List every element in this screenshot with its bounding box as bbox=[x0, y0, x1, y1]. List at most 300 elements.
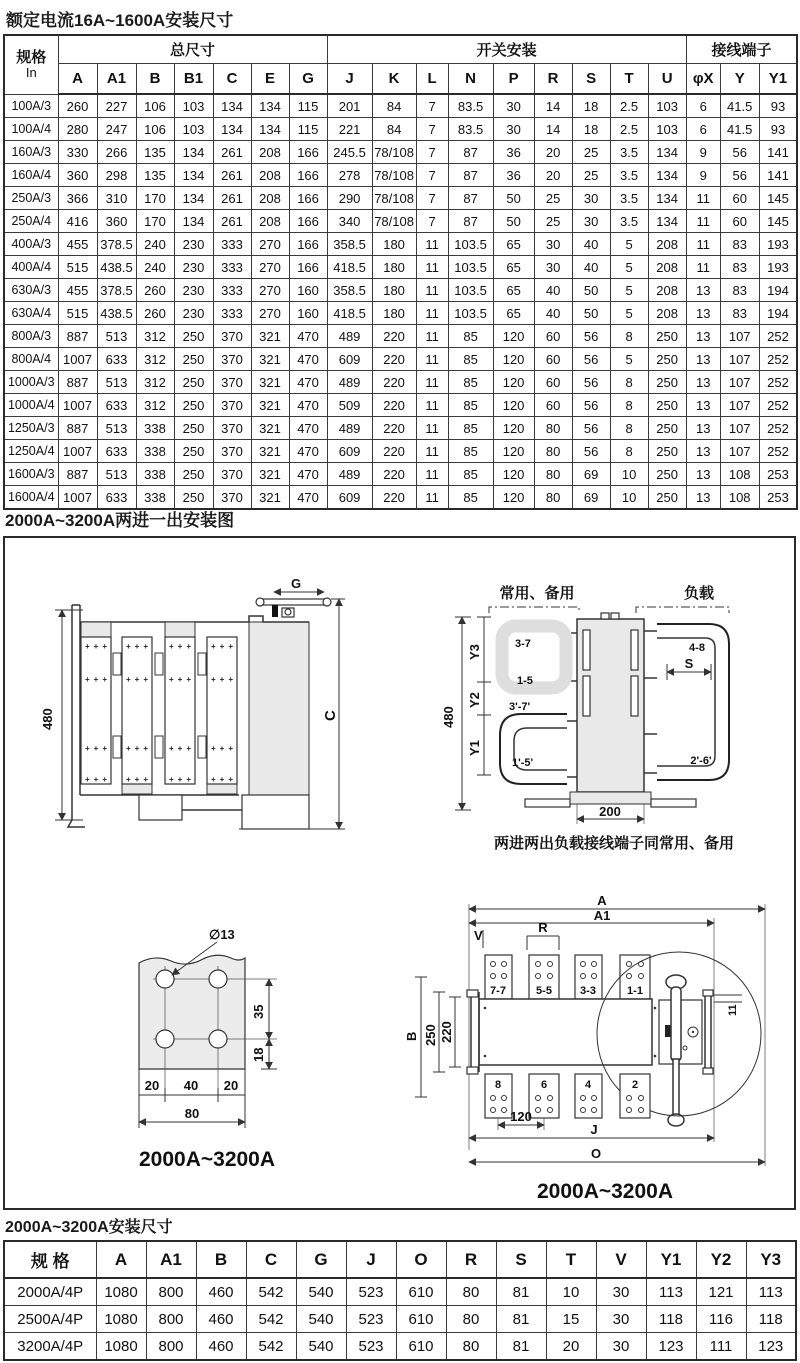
dim-220: 220 bbox=[439, 1021, 454, 1043]
value-cell: 460 bbox=[196, 1306, 246, 1333]
value-cell: 252 bbox=[759, 417, 797, 440]
value-cell: 65 bbox=[493, 279, 534, 302]
value-cell: 107 bbox=[720, 325, 759, 348]
value-cell: 120 bbox=[493, 417, 534, 440]
value-cell: 270 bbox=[251, 279, 289, 302]
value-cell: 118 bbox=[646, 1306, 696, 1333]
value-cell: 11 bbox=[416, 417, 448, 440]
value-cell: 250 bbox=[174, 394, 213, 417]
load-terminals-label: 负载 bbox=[683, 585, 715, 602]
value-cell: 11 bbox=[686, 210, 720, 233]
value-cell: 134 bbox=[174, 141, 213, 164]
value-cell: 260 bbox=[58, 94, 97, 118]
value-cell: 1080 bbox=[96, 1333, 146, 1361]
terminal-plus-marks: +++ bbox=[85, 642, 112, 651]
value-cell: 14 bbox=[534, 94, 572, 118]
value-cell: 40 bbox=[534, 302, 572, 325]
value-cell: 5 bbox=[610, 302, 648, 325]
value-cell: 253 bbox=[759, 463, 797, 486]
value-cell: 65 bbox=[493, 233, 534, 256]
value-cell: 250 bbox=[174, 440, 213, 463]
value-cell: 13 bbox=[686, 417, 720, 440]
value-cell: 5 bbox=[610, 256, 648, 279]
value-cell: 6 bbox=[686, 118, 720, 141]
value-cell: 115 bbox=[289, 118, 327, 141]
value-cell: 141 bbox=[759, 164, 797, 187]
value-cell: 11 bbox=[686, 256, 720, 279]
value-cell: 887 bbox=[58, 463, 97, 486]
value-cell: 208 bbox=[251, 210, 289, 233]
value-cell: 170 bbox=[136, 210, 174, 233]
value-cell: 30 bbox=[493, 118, 534, 141]
value-cell: 470 bbox=[289, 394, 327, 417]
value-cell: 270 bbox=[251, 233, 289, 256]
table2-title: 2000A~3200A安装尺寸 bbox=[5, 1219, 173, 1236]
value-cell: 515 bbox=[58, 256, 97, 279]
value-cell: 633 bbox=[97, 486, 136, 510]
column-header: E bbox=[251, 64, 289, 95]
value-cell: 298 bbox=[97, 164, 136, 187]
value-cell: 60 bbox=[534, 371, 572, 394]
value-cell: 542 bbox=[246, 1306, 296, 1333]
value-cell: 25 bbox=[572, 164, 610, 187]
value-cell: 418.5 bbox=[327, 302, 372, 325]
table-row bbox=[4, 118, 797, 141]
value-cell: 118 bbox=[746, 1306, 796, 1333]
value-cell: 108 bbox=[720, 463, 759, 486]
value-cell: 30 bbox=[534, 233, 572, 256]
pad-8-label: 8 bbox=[494, 1079, 502, 1091]
value-cell: 103 bbox=[648, 118, 686, 141]
value-cell: 250 bbox=[174, 486, 213, 510]
value-cell: 134 bbox=[174, 187, 213, 210]
column-header: B bbox=[136, 64, 174, 95]
value-cell: 523 bbox=[346, 1333, 396, 1361]
value-cell: 3.5 bbox=[610, 164, 648, 187]
column-header: K bbox=[372, 64, 416, 95]
value-cell: 25 bbox=[572, 141, 610, 164]
value-cell: 56 bbox=[572, 417, 610, 440]
value-cell: 340 bbox=[327, 210, 372, 233]
value-cell: 208 bbox=[251, 141, 289, 164]
value-cell: 8 bbox=[610, 325, 648, 348]
value-cell: 60 bbox=[534, 348, 572, 371]
value-cell: 166 bbox=[289, 210, 327, 233]
value-cell: 87 bbox=[448, 141, 493, 164]
value-cell: 11 bbox=[686, 233, 720, 256]
value-cell: 87 bbox=[448, 187, 493, 210]
value-cell: 338 bbox=[136, 440, 174, 463]
value-cell: 609 bbox=[327, 348, 372, 371]
terminal-view-height-dim: 480 bbox=[441, 706, 456, 728]
value-cell: 321 bbox=[251, 463, 289, 486]
value-cell: 25 bbox=[534, 187, 572, 210]
value-cell: 220 bbox=[372, 463, 416, 486]
value-cell: 260 bbox=[136, 302, 174, 325]
value-cell: 7 bbox=[416, 141, 448, 164]
value-cell: 330 bbox=[58, 141, 97, 164]
value-cell: 800 bbox=[146, 1278, 196, 1306]
value-cell: 8 bbox=[610, 440, 648, 463]
value-cell: 208 bbox=[648, 256, 686, 279]
value-cell: 80 bbox=[534, 486, 572, 510]
value-cell: 208 bbox=[648, 233, 686, 256]
dim-200: 200 bbox=[599, 804, 621, 819]
value-cell: 60 bbox=[720, 187, 759, 210]
terminal-plus-marks: +++ bbox=[211, 642, 238, 651]
value-cell: 455 bbox=[58, 233, 97, 256]
value-cell: 5 bbox=[610, 348, 648, 371]
value-cell: 194 bbox=[759, 279, 797, 302]
value-cell: 208 bbox=[648, 302, 686, 325]
table1-title: 额定电流16A~1600A安装尺寸 bbox=[6, 11, 234, 30]
value-cell: 81 bbox=[496, 1306, 546, 1333]
value-cell: 11 bbox=[686, 187, 720, 210]
value-cell: 56 bbox=[572, 394, 610, 417]
value-cell: 250 bbox=[648, 463, 686, 486]
dim-r: R bbox=[538, 920, 548, 935]
spec-cell: 800A/4 bbox=[4, 348, 58, 371]
value-cell: 240 bbox=[136, 256, 174, 279]
value-cell: 123 bbox=[646, 1333, 696, 1361]
value-cell: 13 bbox=[686, 486, 720, 510]
value-cell: 2.5 bbox=[610, 118, 648, 141]
value-cell: 261 bbox=[213, 187, 251, 210]
column-header: Y1 bbox=[646, 1241, 696, 1278]
value-cell: 80 bbox=[446, 1306, 496, 1333]
value-cell: 30 bbox=[596, 1333, 646, 1361]
value-cell: 134 bbox=[251, 118, 289, 141]
value-cell: 438.5 bbox=[97, 256, 136, 279]
value-cell: 93 bbox=[759, 94, 797, 118]
value-cell: 120 bbox=[493, 348, 534, 371]
value-cell: 201 bbox=[327, 94, 372, 118]
column-header: J bbox=[327, 64, 372, 95]
top-view-caption: 2000A~3200A bbox=[536, 1180, 674, 1203]
value-cell: 83 bbox=[720, 302, 759, 325]
value-cell: 245.5 bbox=[327, 141, 372, 164]
y3-dim: Y3 bbox=[467, 644, 482, 660]
value-cell: 14 bbox=[534, 118, 572, 141]
value-cell: 9 bbox=[686, 164, 720, 187]
group-header-row bbox=[4, 35, 797, 64]
spec-header-label: 规格 bbox=[16, 48, 47, 66]
value-cell: 887 bbox=[58, 371, 97, 394]
value-cell: 470 bbox=[289, 440, 327, 463]
value-cell: 13 bbox=[686, 348, 720, 371]
value-cell: 123 bbox=[746, 1333, 796, 1361]
pad-5-5-label: 5-5 bbox=[536, 985, 552, 997]
value-cell: 460 bbox=[196, 1333, 246, 1361]
value-cell: 83.5 bbox=[448, 94, 493, 118]
value-cell: 247 bbox=[97, 118, 136, 141]
value-cell: 250 bbox=[174, 348, 213, 371]
value-cell: 610 bbox=[396, 1306, 446, 1333]
value-cell: 120 bbox=[493, 394, 534, 417]
value-cell: 145 bbox=[759, 210, 797, 233]
side-view-height-dim: 480 bbox=[40, 708, 55, 730]
column-header-row bbox=[4, 64, 797, 95]
terminal-plus-marks: +++ bbox=[126, 744, 153, 753]
s-dim: S bbox=[684, 656, 694, 671]
value-cell: 115 bbox=[289, 94, 327, 118]
value-cell: 134 bbox=[174, 210, 213, 233]
column-header: R bbox=[534, 64, 572, 95]
value-cell: 470 bbox=[289, 325, 327, 348]
value-cell: 261 bbox=[213, 210, 251, 233]
value-cell: 84 bbox=[372, 118, 416, 141]
value-cell: 470 bbox=[289, 348, 327, 371]
value-cell: 1007 bbox=[58, 486, 97, 510]
value-cell: 513 bbox=[97, 463, 136, 486]
value-cell: 36 bbox=[493, 164, 534, 187]
value-cell: 56 bbox=[720, 164, 759, 187]
source-terminals-label: 常用、备用 bbox=[499, 585, 575, 602]
table-row bbox=[4, 187, 797, 210]
spec-cell: 630A/4 bbox=[4, 302, 58, 325]
dim-a1: A1 bbox=[593, 908, 611, 923]
column-header: C bbox=[213, 64, 251, 95]
value-cell: 416 bbox=[58, 210, 97, 233]
value-cell: 56 bbox=[720, 141, 759, 164]
value-cell: 513 bbox=[97, 417, 136, 440]
value-cell: 378.5 bbox=[97, 279, 136, 302]
value-cell: 166 bbox=[289, 187, 327, 210]
spec-cell: 100A/3 bbox=[4, 94, 58, 118]
value-cell: 378.5 bbox=[97, 233, 136, 256]
value-cell: 83 bbox=[720, 233, 759, 256]
terminal-plus-marks: +++ bbox=[169, 775, 196, 784]
value-cell: 280 bbox=[58, 118, 97, 141]
spec-cell: 400A/3 bbox=[4, 233, 58, 256]
value-cell: 252 bbox=[759, 348, 797, 371]
spec-column-header: 规 格 bbox=[4, 1241, 96, 1278]
value-cell: 321 bbox=[251, 486, 289, 510]
value-cell: 470 bbox=[289, 417, 327, 440]
terminal-3-7-label: 3-7 bbox=[515, 638, 531, 650]
value-cell: 170 bbox=[136, 187, 174, 210]
value-cell: 270 bbox=[251, 256, 289, 279]
value-cell: 78/108 bbox=[372, 187, 416, 210]
spec-cell: 400A/4 bbox=[4, 256, 58, 279]
value-cell: 56 bbox=[572, 440, 610, 463]
value-cell: 250 bbox=[648, 486, 686, 510]
column-header: U bbox=[648, 64, 686, 95]
terminal-2p-6p-label: 2'-6' bbox=[690, 755, 712, 767]
value-cell: 338 bbox=[136, 463, 174, 486]
value-cell: 160 bbox=[289, 279, 327, 302]
column-header-row bbox=[4, 1241, 796, 1278]
table-row bbox=[4, 94, 797, 118]
value-cell: 8 bbox=[610, 417, 648, 440]
value-cell: 523 bbox=[346, 1278, 396, 1306]
value-cell: 160 bbox=[289, 302, 327, 325]
value-cell: 887 bbox=[58, 417, 97, 440]
value-cell: 85 bbox=[448, 486, 493, 510]
value-cell: 85 bbox=[448, 394, 493, 417]
value-cell: 11 bbox=[416, 440, 448, 463]
spec-cell: 1250A/4 bbox=[4, 440, 58, 463]
value-cell: 85 bbox=[448, 371, 493, 394]
value-cell: 11 bbox=[416, 279, 448, 302]
value-cell: 220 bbox=[372, 440, 416, 463]
top-view-diagram bbox=[404, 893, 765, 1203]
value-cell: 2.5 bbox=[610, 94, 648, 118]
group-header-terminals: 接线端子 bbox=[686, 35, 797, 64]
value-cell: 36 bbox=[493, 141, 534, 164]
hole-diameter-label: ∅13 bbox=[209, 927, 235, 942]
dim-250: 250 bbox=[423, 1024, 438, 1046]
column-header: A bbox=[58, 64, 97, 95]
value-cell: 633 bbox=[97, 440, 136, 463]
value-cell: 220 bbox=[372, 325, 416, 348]
table-row bbox=[4, 210, 797, 233]
value-cell: 523 bbox=[346, 1306, 396, 1333]
table-row bbox=[4, 256, 797, 279]
value-cell: 3.5 bbox=[610, 187, 648, 210]
y2-dim: Y2 bbox=[467, 692, 482, 708]
value-cell: 220 bbox=[372, 371, 416, 394]
value-cell: 250 bbox=[648, 394, 686, 417]
value-cell: 8 bbox=[610, 394, 648, 417]
value-cell: 312 bbox=[136, 371, 174, 394]
value-cell: 13 bbox=[686, 371, 720, 394]
value-cell: 81 bbox=[496, 1333, 546, 1361]
terminal-view-diagram bbox=[441, 584, 734, 852]
value-cell: 120 bbox=[493, 463, 534, 486]
value-cell: 250 bbox=[174, 371, 213, 394]
value-cell: 310 bbox=[97, 187, 136, 210]
value-cell: 261 bbox=[213, 141, 251, 164]
table-row bbox=[4, 348, 797, 371]
value-cell: 460 bbox=[196, 1278, 246, 1306]
column-header: T bbox=[546, 1241, 596, 1278]
value-cell: 250 bbox=[648, 325, 686, 348]
value-cell: 333 bbox=[213, 302, 251, 325]
value-cell: 134 bbox=[648, 210, 686, 233]
diagram-section-title: 2000A~3200A两进一出安装图 bbox=[5, 511, 235, 530]
value-cell: 370 bbox=[213, 440, 251, 463]
spec-cell: 1000A/3 bbox=[4, 371, 58, 394]
value-cell: 887 bbox=[58, 325, 97, 348]
spec-cell: 800A/3 bbox=[4, 325, 58, 348]
value-cell: 489 bbox=[327, 371, 372, 394]
column-header: φX bbox=[686, 64, 720, 95]
hole-plate-caption: 2000A~3200A bbox=[139, 1148, 276, 1171]
value-cell: 438.5 bbox=[97, 302, 136, 325]
value-cell: 321 bbox=[251, 417, 289, 440]
spec-cell: 3200A/4P bbox=[4, 1333, 96, 1361]
value-cell: 103.5 bbox=[448, 302, 493, 325]
value-cell: 40 bbox=[534, 279, 572, 302]
value-cell: 13 bbox=[686, 302, 720, 325]
terminal-4-8-label: 4-8 bbox=[689, 642, 705, 654]
value-cell: 135 bbox=[136, 141, 174, 164]
value-cell: 321 bbox=[251, 440, 289, 463]
value-cell: 230 bbox=[174, 279, 213, 302]
value-cell: 230 bbox=[174, 256, 213, 279]
pad-3-3-label: 3-3 bbox=[580, 985, 596, 997]
value-cell: 134 bbox=[174, 164, 213, 187]
value-cell: 312 bbox=[136, 394, 174, 417]
dimensions-table-2000-3200 bbox=[3, 1240, 797, 1361]
value-cell: 3.5 bbox=[610, 210, 648, 233]
value-cell: 193 bbox=[759, 256, 797, 279]
column-header: Y2 bbox=[696, 1241, 746, 1278]
value-cell: 370 bbox=[213, 417, 251, 440]
dim-120: 120 bbox=[510, 1109, 532, 1124]
value-cell: 103 bbox=[648, 94, 686, 118]
value-cell: 134 bbox=[251, 94, 289, 118]
dim-18: 18 bbox=[251, 1047, 266, 1062]
column-header: A1 bbox=[97, 64, 136, 95]
value-cell: 11 bbox=[416, 348, 448, 371]
value-cell: 312 bbox=[136, 325, 174, 348]
terminal-plus-marks: +++ bbox=[211, 744, 238, 753]
value-cell: 358.5 bbox=[327, 233, 372, 256]
terminal-plus-marks: +++ bbox=[169, 642, 196, 651]
value-cell: 60 bbox=[534, 325, 572, 348]
value-cell: 107 bbox=[720, 371, 759, 394]
value-cell: 11 bbox=[416, 302, 448, 325]
value-cell: 80 bbox=[534, 463, 572, 486]
terminal-plus-marks: +++ bbox=[85, 775, 112, 784]
dim-j: J bbox=[590, 1122, 598, 1137]
value-cell: 370 bbox=[213, 394, 251, 417]
value-cell: 78/108 bbox=[372, 210, 416, 233]
value-cell: 515 bbox=[58, 302, 97, 325]
value-cell: 50 bbox=[572, 279, 610, 302]
value-cell: 180 bbox=[372, 279, 416, 302]
table-row bbox=[4, 1306, 796, 1333]
value-cell: 11 bbox=[416, 371, 448, 394]
terminal-plus-marks: +++ bbox=[211, 675, 238, 684]
value-cell: 220 bbox=[372, 394, 416, 417]
value-cell: 120 bbox=[493, 440, 534, 463]
terminal-plus-marks: +++ bbox=[169, 675, 196, 684]
value-cell: 252 bbox=[759, 394, 797, 417]
value-cell: 370 bbox=[213, 486, 251, 510]
value-cell: 230 bbox=[174, 233, 213, 256]
value-cell: 540 bbox=[296, 1333, 346, 1361]
value-cell: 103.5 bbox=[448, 256, 493, 279]
value-cell: 65 bbox=[493, 302, 534, 325]
value-cell: 84 bbox=[372, 94, 416, 118]
value-cell: 11 bbox=[416, 463, 448, 486]
pad-4-label: 4 bbox=[584, 1079, 592, 1091]
table-row bbox=[4, 394, 797, 417]
terminal-plus-marks: +++ bbox=[126, 675, 153, 684]
column-header: R bbox=[446, 1241, 496, 1278]
value-cell: 78/108 bbox=[372, 141, 416, 164]
column-header: Y3 bbox=[746, 1241, 796, 1278]
value-cell: 81 bbox=[496, 1278, 546, 1306]
value-cell: 135 bbox=[136, 164, 174, 187]
value-cell: 134 bbox=[648, 187, 686, 210]
value-cell: 85 bbox=[448, 325, 493, 348]
value-cell: 260 bbox=[136, 279, 174, 302]
value-cell: 266 bbox=[97, 141, 136, 164]
value-cell: 194 bbox=[759, 302, 797, 325]
value-cell: 1007 bbox=[58, 440, 97, 463]
value-cell: 134 bbox=[648, 164, 686, 187]
value-cell: 80 bbox=[446, 1278, 496, 1306]
value-cell: 540 bbox=[296, 1306, 346, 1333]
terminal-plus-marks: +++ bbox=[126, 775, 153, 784]
value-cell: 108 bbox=[720, 486, 759, 510]
value-cell: 633 bbox=[97, 348, 136, 371]
value-cell: 489 bbox=[327, 463, 372, 486]
